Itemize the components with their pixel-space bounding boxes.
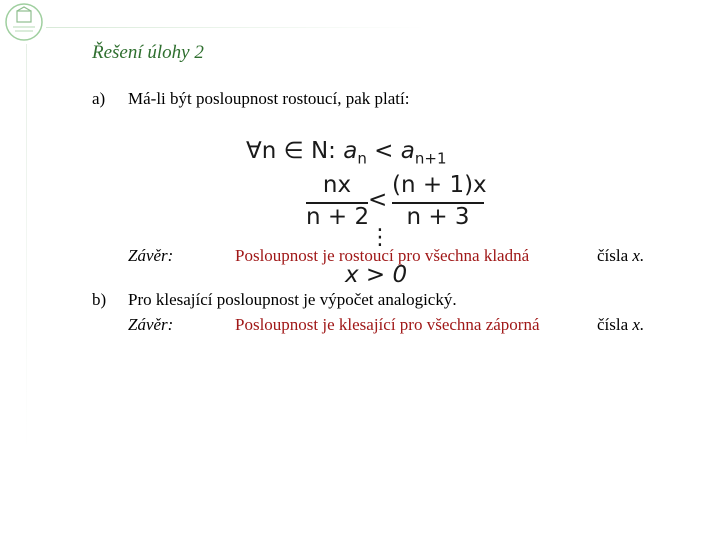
part-a-conclusion-text: Posloupnost je rostoucí pro všechna kladná xyxy=(235,246,530,265)
header-divider xyxy=(46,27,426,28)
math-sub-n1: n+1 xyxy=(414,149,447,168)
part-b-conclusion-tail xyxy=(597,315,644,335)
math-vdots: ⋮ xyxy=(369,225,391,250)
math-line-1 xyxy=(246,138,447,168)
math-sub-n: n xyxy=(357,149,367,168)
part-a-tail-word: čísla xyxy=(597,246,633,265)
part-b-label: b) xyxy=(92,290,107,309)
part-b-conclusion-label: Závěr: xyxy=(128,315,174,334)
fraction-2-numerator: (n + 1)x xyxy=(392,172,487,198)
fraction-1-numerator: nx xyxy=(322,172,352,198)
part-a-conclusion-label: Závěr: xyxy=(128,246,174,265)
part-a-conclusion-tail xyxy=(597,246,644,266)
fraction-1-denominator: n + 2 xyxy=(306,204,370,230)
part-a-label: a) xyxy=(92,89,106,108)
part-b-text: Pro klesající posloupnost je výpočet analogický. xyxy=(128,290,457,309)
slide-title: Řešení úlohy 2 xyxy=(92,42,204,63)
part-a-text: Má-li být posloupnost rostoucí, pak platí: xyxy=(128,89,410,108)
math-lt-1: < xyxy=(374,138,394,164)
side-divider xyxy=(26,44,27,450)
part-b-tail-var: x. xyxy=(632,315,645,334)
part-a-tail-var: x. xyxy=(632,246,645,265)
math-a-n: a xyxy=(343,138,358,164)
math-lt-2: < xyxy=(368,187,388,213)
institution-logo-icon xyxy=(4,2,44,42)
math-result: x > 0 xyxy=(345,262,408,288)
math-a-n1: a xyxy=(400,138,415,164)
part-b-conclusion-text: Posloupnost je klesající pro všechna záporná xyxy=(235,315,540,334)
part-b-tail-word: čísla xyxy=(597,315,633,334)
math-quantifier: ∀n ∈ N: xyxy=(246,138,344,164)
fraction-2-denominator: n + 3 xyxy=(406,204,470,230)
